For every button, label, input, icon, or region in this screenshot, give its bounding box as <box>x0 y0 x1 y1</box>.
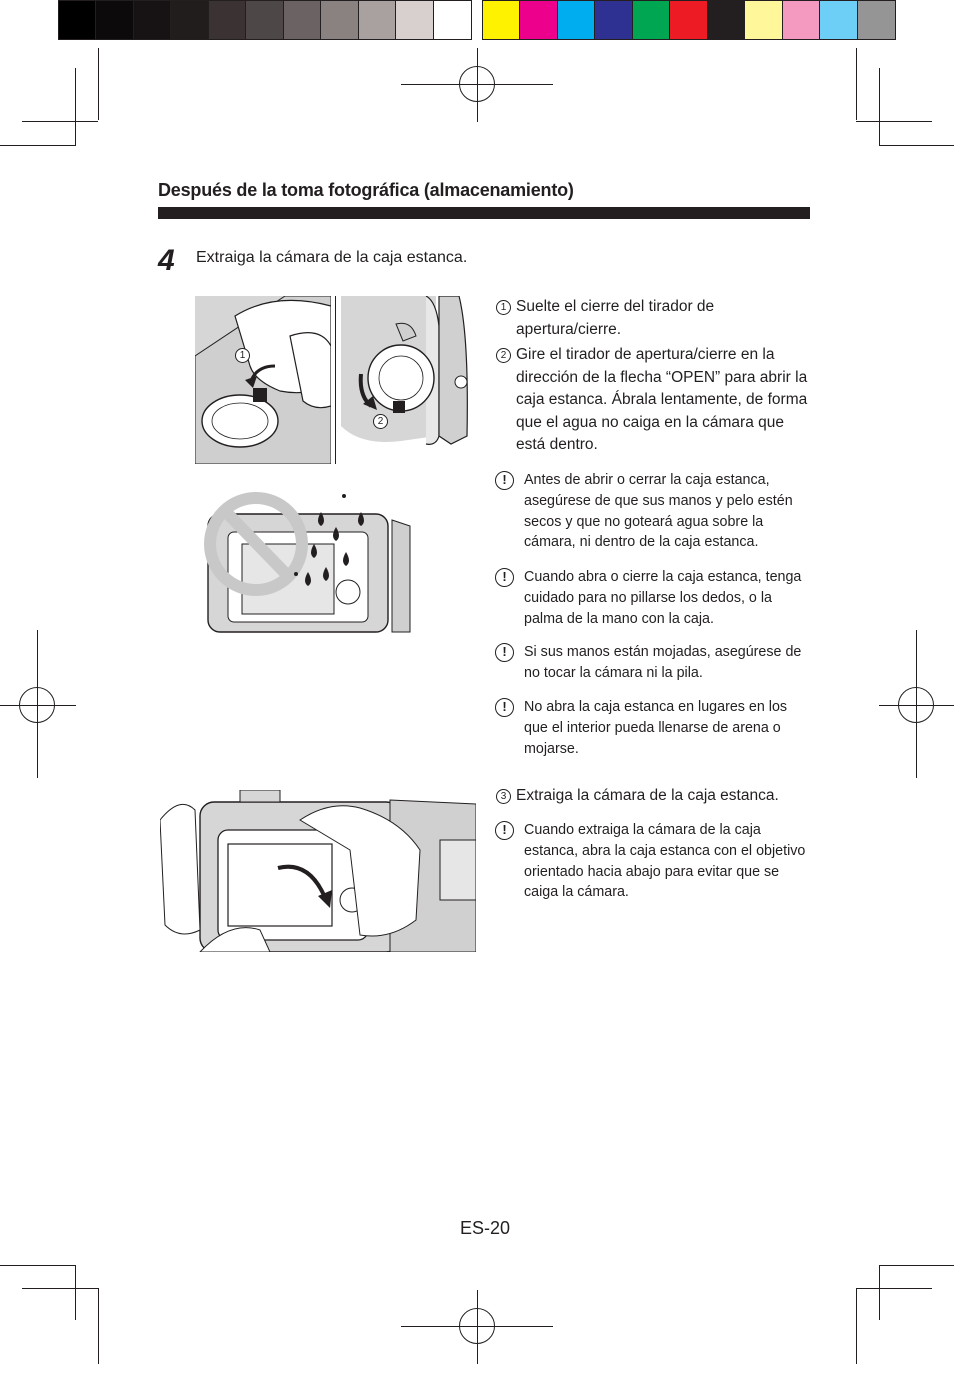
process-swatch <box>820 1 857 39</box>
crop-mark <box>98 1288 99 1364</box>
illustration-extract-camera <box>160 790 476 952</box>
registration-mark <box>898 687 934 723</box>
crop-mark <box>0 1265 76 1266</box>
crop-mark <box>879 68 880 146</box>
crop-mark <box>856 48 857 120</box>
registration-mark <box>459 1308 495 1344</box>
note-1: Antes de abrir o cerrar la caja estanca, asegúrese de que sus manos y pelo estén secos y que no goteará agua sobre la cámara, ni dentro de la caja estanca. <box>524 472 793 551</box>
illustration-open-dial <box>341 296 471 464</box>
crop-mark <box>879 1265 880 1320</box>
instruction-3-text: Extraiga la cámara de la caja estanca. <box>516 787 779 804</box>
process-swatch <box>558 1 595 39</box>
crop-mark <box>879 1265 954 1266</box>
crop-mark <box>879 145 954 146</box>
instruction-2-text: Gire el tirador de apertura/cierre en la dirección de la flecha “OPEN” para abrir la caja estanca. Ábrala lentamente, de forma que el agua no caiga en la cámara que está dentro. <box>516 346 808 453</box>
note-2: Cuando abra o cierre la caja estanca, tenga cuidado para no pillarse los dedos, o la palma de la mano con la caja. <box>524 569 802 627</box>
crop-mark <box>22 1288 98 1289</box>
crop-mark <box>22 121 98 122</box>
figure-divider <box>335 296 336 464</box>
warning-icon: ! <box>495 471 514 490</box>
step-number: 4 <box>158 244 175 277</box>
illustration-no-water-drops <box>196 482 412 637</box>
gray-swatch <box>434 1 471 39</box>
section-rule <box>158 207 810 219</box>
gray-swatch <box>209 1 246 39</box>
crop-mark <box>856 121 932 122</box>
gray-swatch <box>246 1 283 39</box>
process-swatch <box>595 1 632 39</box>
step-text: Extraiga la cámara de la caja estanca. <box>196 249 468 266</box>
process-swatch <box>633 1 670 39</box>
note-extract: Cuando extraiga la cámara de la caja estanca, abra la caja estanca con el objetivo orientado hacia abajo para evitar que se caiga la cámara. <box>524 822 806 901</box>
process-swatch <box>745 1 782 39</box>
crop-mark <box>98 48 99 120</box>
illustration-latch-release <box>195 296 331 464</box>
callout-1: 1 <box>235 348 250 363</box>
process-swatch <box>783 1 820 39</box>
gray-swatch <box>359 1 396 39</box>
process-swatch <box>708 1 745 39</box>
page-number: ES-20 <box>460 1218 511 1238</box>
process-swatch <box>858 1 895 39</box>
instruction-marker-1: 1 <box>496 300 511 315</box>
process-swatch <box>483 1 520 39</box>
callout-2: 2 <box>373 414 388 429</box>
process-swatch <box>670 1 707 39</box>
crop-mark <box>0 145 76 146</box>
gray-swatch <box>284 1 321 39</box>
gray-swatch <box>134 1 171 39</box>
grayscale-color-bar <box>58 0 472 40</box>
gray-swatch <box>321 1 358 39</box>
warning-icon: ! <box>495 698 514 717</box>
note-4: No abra la caja estanca en lugares en los que el interior pueda llenarse de arena o mojarse. <box>524 699 788 757</box>
registration-mark <box>19 687 55 723</box>
warning-icon: ! <box>495 568 514 587</box>
gray-swatch <box>59 1 96 39</box>
note-3: Si sus manos están mojadas, asegúrese de no tocar la cámara ni la pila. <box>524 644 802 681</box>
instruction-marker-3: 3 <box>496 789 511 804</box>
crop-mark <box>75 68 76 146</box>
warning-icon: ! <box>495 821 514 840</box>
crop-mark <box>856 1288 932 1289</box>
gray-swatch <box>171 1 208 39</box>
process-swatch <box>520 1 557 39</box>
process-color-bar <box>482 0 896 40</box>
instruction-marker-2: 2 <box>496 348 511 363</box>
warning-icon: ! <box>495 643 514 662</box>
crop-mark <box>856 1288 857 1364</box>
gray-swatch <box>96 1 133 39</box>
crop-mark <box>75 1265 76 1320</box>
registration-mark <box>459 66 495 102</box>
instruction-1-text: Suelte el cierre del tirador de apertura/cierre. <box>516 298 715 338</box>
section-title: Después de la toma fotográfica (almacenamiento) <box>158 180 574 200</box>
gray-swatch <box>396 1 433 39</box>
